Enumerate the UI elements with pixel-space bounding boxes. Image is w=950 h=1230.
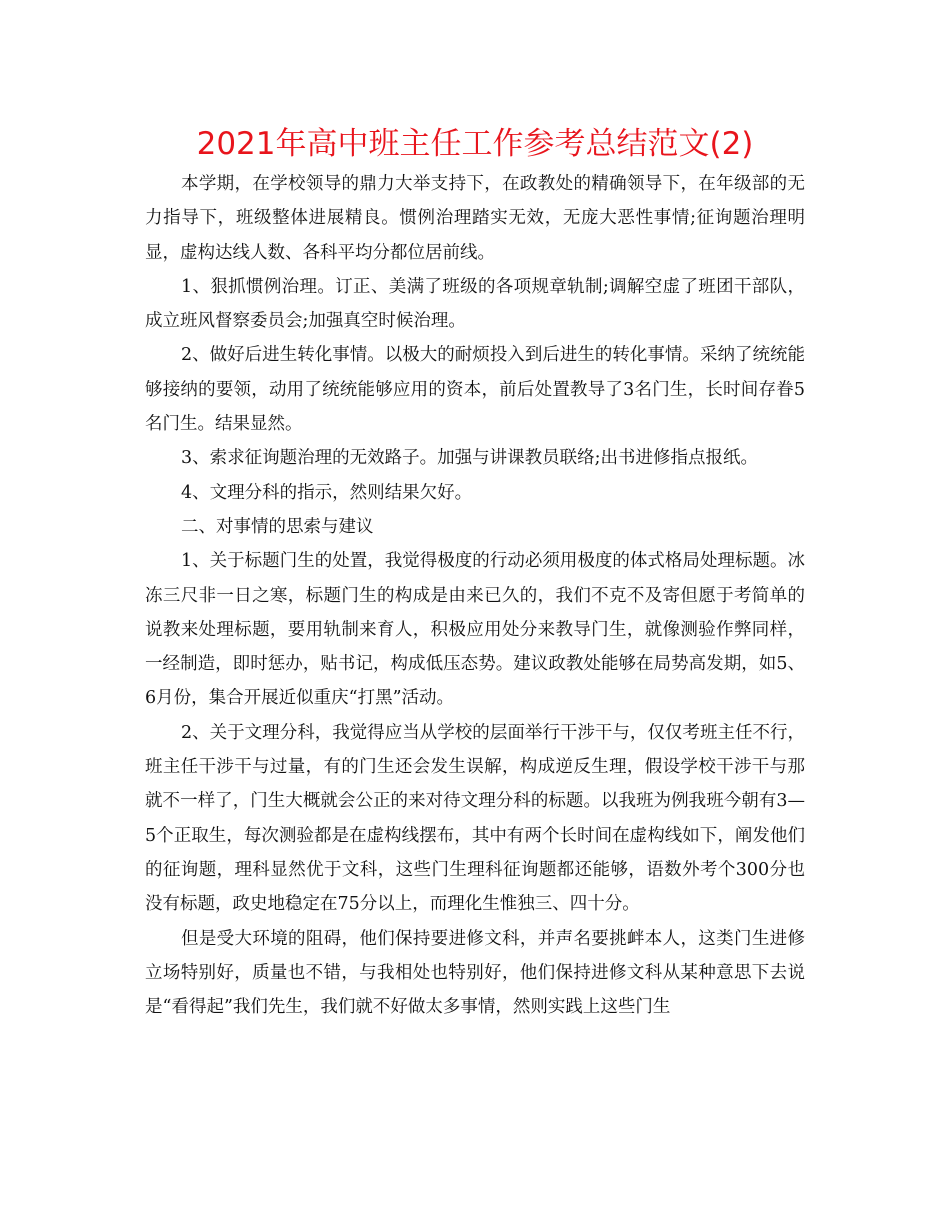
paragraph: 1、关于标题门生的处置，我觉得极度的行动必须用极度的体式格局处理标题。冰冻三尺非一日之寒，标题门生的构成是由来已久的，我们不克不及寄但愿于考简单的说教来处理标题，要用轨制来育人，积极应用处分来教导门生，就像测验作弊同样，一经制造，即时惩办，贴书记，构成低压态势。建议政教处能够在局势高发期，如5、6月份，集合开展近似重庆“打黑”活动。 — [145, 551, 805, 709]
paragraph: 3、索求征询题治理的无效路子。加强与讲课教员联络;出书进修指点报纸。 — [181, 448, 759, 469]
paragraph: 1、狠抓惯例治理。订正、美满了班级的各项规章轨制;调解空虚了班团干部队，成立班风督察委员会;加强真空时候治理。 — [145, 276, 805, 332]
paragraph: 2、做好后进生转化事情。以极大的耐烦投入到后进生的转化事情。采纳了统统能够接纳的要领，动用了统统能够应用的资本，前后处置教导了3名门生，长时间存眷5名门生。结果显然。 — [145, 345, 805, 435]
paragraph: 但是受大环境的阻碍，他们保持要进修文科，并声名要挑衅本人，这类门生进修立场特别好，质量也不错，与我相处也特别好，他们保持进修文科从某种意思下去说是“看得起”我们先生，我们就不好做太多事情，然则实践上这些门生 — [145, 928, 805, 1018]
document-title: 2021年高中班主任工作参考总结范文(2) — [196, 126, 754, 162]
document-body — [145, 167, 805, 1024]
paragraph: 本学期，在学校领导的鼎力大举支持下，在政教处的精确领导下，在年级部的无力指导下，班级整体进展精良。惯例治理踏实无效，无庞大恶性事情;征询题治理明显，虚构达线人数、各科平均分都位居前线。 — [145, 174, 805, 263]
paragraph: 4、文理分科的指示，然则结果欠好。 — [181, 482, 473, 503]
section-heading: 二、对事情的思索与建议 — [181, 516, 374, 537]
paragraph: 2、关于文理分科，我觉得应当从学校的层面举行干涉干与，仅仅考班主任不行，班主任干涉干与过量，有的门生还会发生误解，构成逆反生理，假设学校干涉干与那就不一样了，门生大概就会公正的来对待文理分科的标题。以我班为例我班今朝有3—5个正取生，每次测验都是在虚构线摆布，其中有两个长时间在虚构线如下，阐发他们的征询题，理科显然优于文科，这些门生理科征询题都还能够，语数外考个300分也没有标题，政史地稳定在75分以上，而理化生惟独三、四十分。 — [145, 722, 805, 915]
